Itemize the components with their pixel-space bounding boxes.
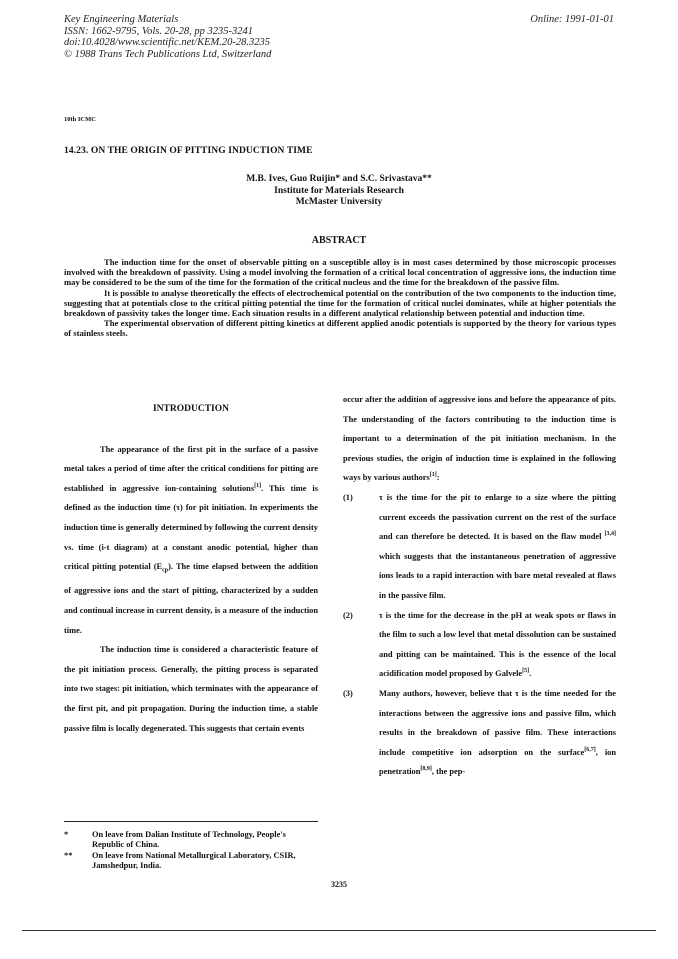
- list-number: (1): [343, 492, 353, 502]
- footnote-mark: *: [64, 830, 69, 839]
- citation: [6,7]: [584, 746, 596, 753]
- abstract-paragraph: The experimental observation of different pitting kinetics at different applied anodic potentials is supported by the theory for various types of stainless steels.: [64, 318, 616, 339]
- publication-metadata: [64, 14, 364, 60]
- left-column: [64, 400, 318, 738]
- abstract-body: [64, 257, 616, 339]
- institute-name: Institute for Materials Research: [274, 185, 404, 196]
- bottom-divider: [22, 930, 656, 931]
- footnote: * On leave from Dalian Institute of Technology, People's Republic of China.: [64, 830, 286, 849]
- citation: [1]: [429, 472, 437, 479]
- online-date: Online: 1991-01-01: [530, 14, 614, 25]
- list-number: (3): [343, 688, 353, 698]
- citation: [3,4]: [604, 531, 616, 538]
- citation: [8,9]: [420, 766, 432, 773]
- footnote-mark: **: [64, 851, 73, 860]
- introduction-heading: INTRODUCTION: [152, 404, 229, 414]
- right-column: [343, 390, 616, 782]
- issn-line: ISSN: 1662-9795, Vols. 20-28, pp 3235-3241: [64, 25, 253, 37]
- abstract-paragraph: The induction time for the onset of observable pitting on a susceptible alloy is in most cases determined by those microscopic processes involved with the breakdown of passivity. Using a model involving the formation of a critical local concentration of aggressive ions, the induction time may be considered to be the sum of the time for the formation of the critical nucleus and the time for the breakdown of the passive film.: [64, 257, 616, 288]
- conference-label: 10th ICMC: [64, 116, 96, 123]
- citation: [5]: [522, 668, 530, 675]
- paper-title: 14.23. ON THE ORIGIN OF PITTING INDUCTION TIME: [64, 146, 313, 156]
- author-names: M.B. Ives, Guo Ruijin* and S.C. Srivastava**: [246, 174, 432, 184]
- list-item: (2) τ is the time for the decrease in the pH at weak spots or flaws in the film to such a low level that metal dissolution can be sustained and pitting can be maintained. This is the essence of the local acidification model proposed by Galvele[5].: [343, 606, 616, 684]
- list-item: (1) τ is the time for the pit to enlarge to a size where the pitting current exceeds the passivation current on the rest of the surface and can therefore be detected. It is based on the flaw model [3,4] which suggests that the instantaneous penetration of aggressive ions leads to a rapid interaction with bare metal revealed at flaws in the passive film.: [343, 488, 616, 606]
- citation: [1]: [254, 482, 262, 489]
- university-name: McMaster University: [295, 197, 383, 207]
- list-number: (2): [343, 610, 353, 620]
- footnote-divider: [64, 821, 318, 822]
- abstract-paragraph: It is possible to analyse theoretically the effects of electrochemical potential on the contribution of the two components to the induction time, suggesting that at potentials close to the critical pitting potential the time for the formation of critical nuclei dominates, while at higher potentials the breakdown of passivity takes the longer time. Each situation results in a different analytical relationship between potential and induction time.: [64, 287, 616, 319]
- intro-paragraph: The induction time is considered a characteristic feature of the pit initiation process. Generally, the pitting process is separated into two stages: pit initiation, which terminates with the appearance of the first pit, and pit propagation. During the induction time, a stable passive film is locally degenerated. This suggests that certain events: [64, 645, 318, 733]
- copyright-line: © 1988 Trans Tech Publications Ltd, Switzerland: [64, 48, 272, 60]
- footnote: ** On leave from National Metallurgical Laboratory, CSIR, Jamshedpur, India.: [64, 851, 296, 870]
- footnotes: [64, 830, 318, 872]
- author-block: [200, 174, 478, 209]
- abstract-heading: ABSTRACT: [311, 235, 367, 246]
- doi-line[interactable]: doi:10.4028/www.scientific.net/KEM.20-28.3235: [64, 37, 270, 48]
- journal-name: Key Engineering Materials: [64, 14, 179, 25]
- intro-paragraph: The appearance of the first pit in the surface of a passive metal takes a period of time after the critical conditions for pitting are established in aggressive ion-containing solutions[1]. This time is defined as the induction time (τ) for pit initiation. In experiments the induction time is generally determined by following the current density vs. time (i-t diagram) at a constant anodic potential, higher than critical pitting potential $(E_{cp})$. The time elapsed between the addition of aggressive ions and the start of pitting, characterized by a sudden and continual increase in current density, is a measure of the induction time.: [64, 444, 318, 635]
- intro-paragraph-continued: occur after the addition of aggressive ions and before the appearance of pits. The understanding of the factors contributing to the induction time is important to a determination of the pit initiation mechanism. In the previous studies, the origin of induction time is explained in the following ways by various authors[1]:: [343, 395, 616, 483]
- list-item: (3) Many authors, however, believe that τ is the time needed for the interactions between the aggressive ions and passive film, which results in the breakdown of passive film. These interactions include competitive ion adsorption on the surface[6,7], ion penetration[8,9], the pep-: [343, 684, 616, 782]
- page-number: 3235: [331, 880, 347, 889]
